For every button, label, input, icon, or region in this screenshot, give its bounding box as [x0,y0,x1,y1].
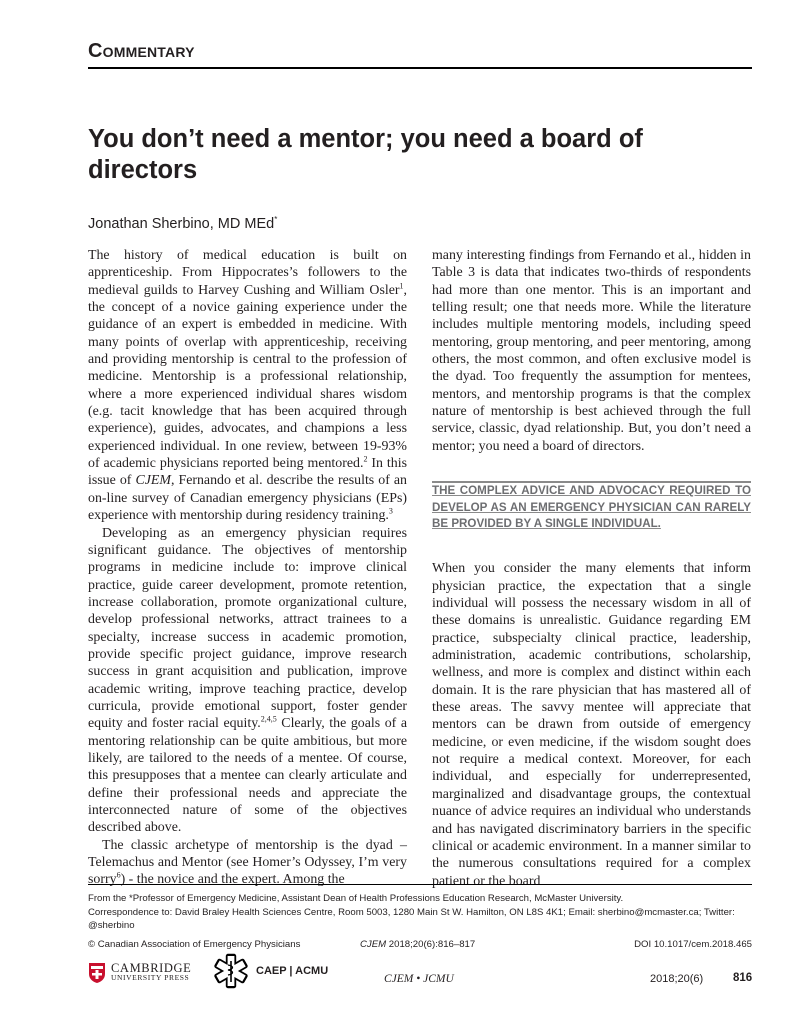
section-label: Commentary [88,40,195,62]
correspondence-note: Correspondence to: David Braley Health Sciences Centre, Room 5003, 1280 Main St W. Hamilton, ON L8S 4K1; Email: sherbino@mcmaster.ca; Twitter: @sherbino [88,906,735,931]
pull-quote: THE COMPLEX ADVICE AND ADVOCACY REQUIRED TO DEVELOP AS AN EMERGENCY PHYSICIAN CAN RARELY BE PROVIDED BY A SINGLE INDIVIDUAL. [432,481,751,532]
author-mark: * [274,215,278,224]
publisher-sub: UNIVERSITY PRESS [111,973,190,982]
association-name: CAEP | ACMU [256,965,329,977]
caep-star-of-life-icon [212,952,250,990]
journal-name: CJEM • JCMU [384,973,454,985]
paragraph-domains: When you consider the many elements that inform physician practice, the expectation that a single individual will possess the necessary wisdom in all of these domains is unrealistic. Guidance regarding EM practice, subspecialty clinical practice, leadership, administration, academic contributions, scholarship, wellness, and more is complex and distinct within each domain. It is the rare physician that has mastered all of these areas. The savvy mentee will appreciate that mentors can be drawn from outside of emergency medicine, or even medicine, if the wisdom sought does not require a medical context. Moreover, for each individual, and especially for underrepresented, marginalized and disadvantage groups, the contextual nuance of advice requires an individual who understands and has navigated discriminatory barriers in the specific clinical or academic environment. In a manner similar to the numerous consultations required for a complex patient or the board [432,561,751,889]
author-line [88,215,277,232]
right-column [432,247,751,890]
affiliation-note: From the *Professor of Emergency Medicine, Assistant Dean of Health Professions Education Research, McMaster University. [88,893,624,904]
paragraph-history: The history of medical education is built on apprenticeship. From Hippocrates’s followers to the medieval guilds to Harvey Cushing and William Osler$^1$, the concept of a novice gaining experience under the guidance of an expert is embedded in medicine. With many points of overlap with apprenticeship, receiving and providing mentorship is central to the profession of medicine. Mentorship is a professional relationship, where a more experienced individual shares wisdom (e.g. tacit knowledge that has been acquired through experience), guides, advocates, and champions a less experienced individual. In one review, between 19-93% of academic physicians reported being mentored.$^2$ In this issue of CJEM, Fernando et al. describe the results of an on-line survey of Canadian emergency physicians (EPs) experience with mentorship during residency training.$^3$ [88,248,407,524]
copyright: © Canadian Association of Emergency Physicians [88,939,301,950]
publisher-name: CAMBRIDGE [111,961,192,975]
paragraph-objectives: Developing as an emergency physician requires significant guidance. The objectives of mentorship programs in medicine include to: improve clinical practice, guide career development, promote retention, increase collaboration, promote organizational culture, develop professional networks, attract trainees to a specialty, increase success in academic promotion, provide specific project guidance, improve research success in grant acquisition and publication, improve academic writing, improve teaching practice, develop curricula, provide emotional support, foster gender equity and foster racial equity.$^{2,4,5}$ Clearly, the goals of a mentoring relationship can be quite ambitious, but more likely, are tailored to the needs of a mentee. Of course, this presupposes that a mentee can clearly articulate and define their professional needs and appreciate the interconnected nature of some of the objectives described above. [88,525,407,836]
paragraph-findings: many interesting findings from Fernando et al., hidden in Table 3 is data that indicates two-thirds of respondents had more than one mentor. This is an important and telling result; one that needs more. While the literature includes multiple mentoring models, including speed mentoring, group mentoring, and peer mentoring, among others, the most common, and often exclusive model is the dyad. Too frequently the assumption for mentees, mentors, and mentorship programs is that the complex nature of mentorship is best achieved through the full service, classic, dyad relationship. But, you don’t need a mentor; you need a board of directors. [432,248,751,454]
article-title: You don’t need a mentor; you need a board of directors [88,125,643,184]
issue: 2018;20(6) [650,973,704,985]
author-name: Jonathan Sherbino, MD MEd [88,215,275,232]
paragraph-archetype: The classic archetype of mentorship is the dyad – Telemachus and Mentor (see Homer’s Odyssey, I’m very sorry$^6$) - the novice and the expert. Among the [88,837,407,888]
left-column [88,247,407,889]
citation: CJEM 2018;20(6):816–817 [360,939,476,950]
cambridge-shield-icon [88,962,106,984]
page-number: 816 [733,972,753,984]
cambridge-logo [88,962,191,984]
caep-logo [212,952,328,990]
header-rule [88,67,752,69]
footnote [88,892,752,933]
footnote-rule [88,884,752,885]
doi: DOI 10.1017/cem.2018.465 [634,939,752,950]
